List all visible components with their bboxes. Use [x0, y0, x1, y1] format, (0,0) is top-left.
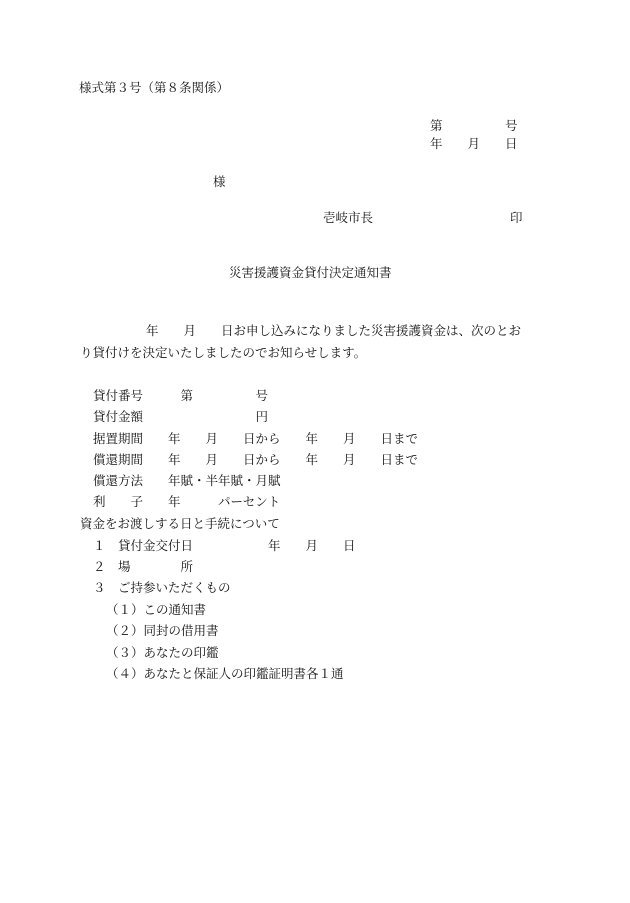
- loan-item-number: 貸付番号 第 号: [93, 388, 269, 403]
- document-number: 第 号: [430, 118, 518, 133]
- procedure-item-place: ２ 場 所: [93, 559, 194, 574]
- procedure-item-bring: ３ ご持参いただくもの: [93, 580, 231, 595]
- body-text-line-2: り貸付けを決定いたしましたのでお知らせします。: [80, 345, 367, 360]
- procedure-item-date: １ 貸付金交付日 年 月 日: [93, 538, 356, 553]
- loan-item-deferment: 据置期間 年 月 日から 年 月 日まで: [93, 431, 419, 446]
- loan-item-interest: 利 子 年 パーセント: [93, 494, 281, 509]
- loan-item-amount: 貸付金額 円: [93, 409, 269, 424]
- bring-item-seal: （３）あなたの印鑑: [106, 645, 219, 660]
- document-title: 災害援護資金貸付決定通知書: [229, 265, 392, 280]
- loan-item-repayment-period: 償還期間 年 月 日から 年 月 日まで: [93, 452, 419, 467]
- body-text-line-1: 年 月 日お申し込みになりました災害援護資金は、次のとお: [146, 323, 522, 338]
- sender-name: 壱岐市長: [323, 210, 374, 225]
- recipient-line: 様: [213, 174, 226, 189]
- bring-item-loan-deed: （２）同封の借用書: [106, 623, 219, 638]
- seal-mark: 印: [510, 210, 523, 225]
- section-heading: 資金をお渡しする日と手続について: [80, 516, 280, 531]
- loan-item-repayment-method: 償還方法 年賦・半年賦・月賦: [93, 473, 281, 488]
- bring-item-certificates: （４）あなたと保証人の印鑑証明書各１通: [106, 666, 344, 681]
- document-date: 年 月 日: [430, 136, 518, 151]
- form-header: 様式第３号（第８条関係）: [79, 80, 230, 95]
- bring-item-notice: （１）この通知書: [106, 602, 207, 617]
